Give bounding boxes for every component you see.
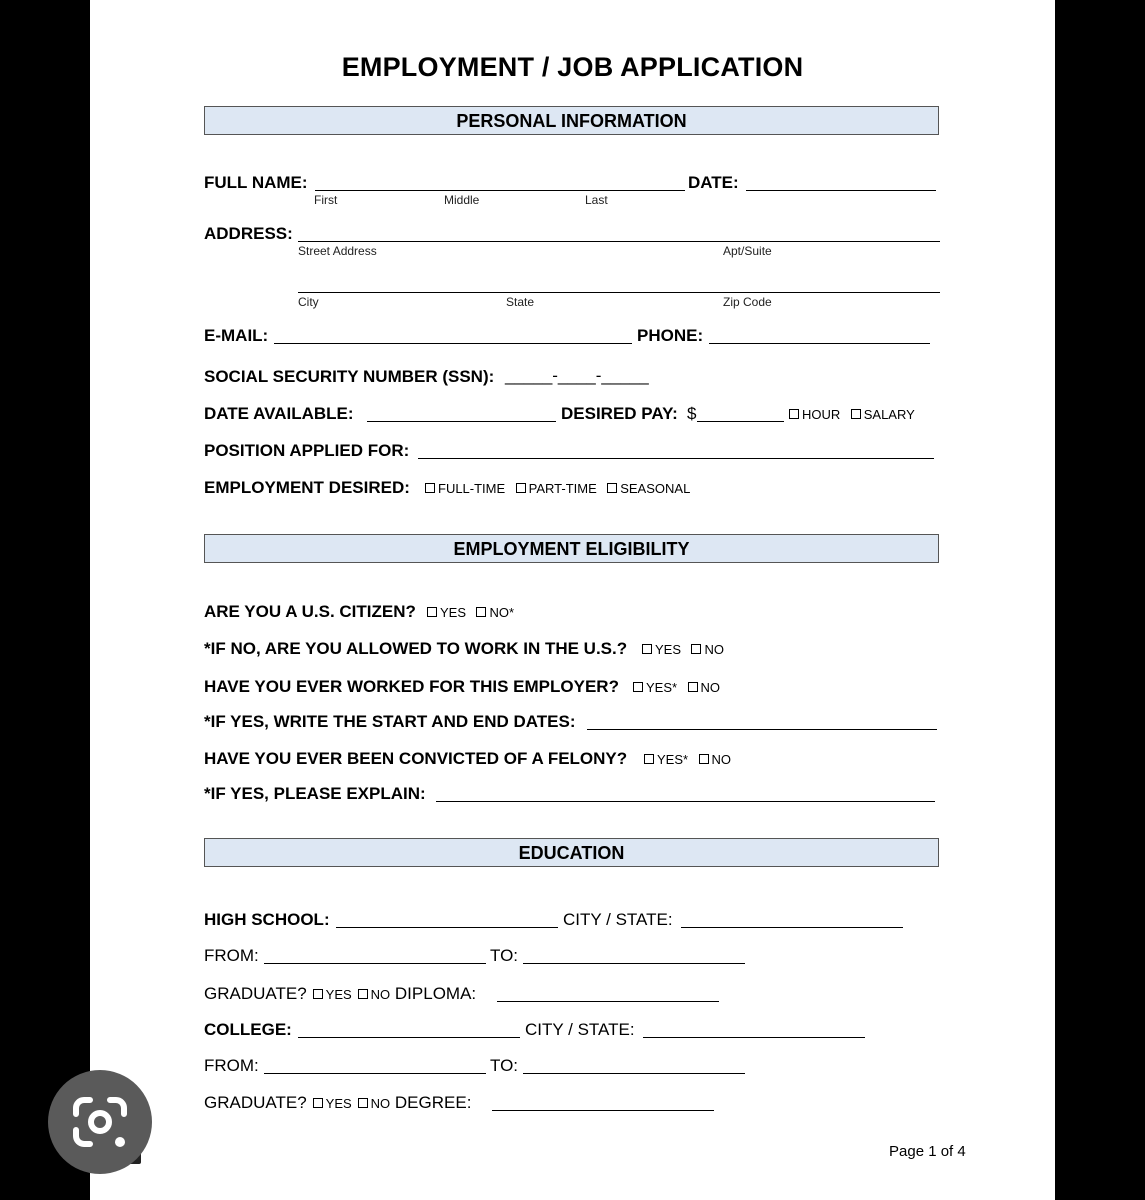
position-label: POSITION APPLIED FOR: <box>204 441 410 460</box>
full-time-label: FULL-TIME <box>438 481 506 496</box>
college-label: COLLEGE: <box>204 1020 292 1039</box>
hs-graduate-yes-checkbox[interactable] <box>313 989 323 999</box>
college-to-label: TO: <box>490 1056 519 1075</box>
full-time-checkbox[interactable] <box>425 483 435 493</box>
pay-dollar-sign: $ <box>687 404 697 423</box>
college-graduate-no-label: NO <box>370 1096 391 1111</box>
worked-before-yes-checkbox[interactable] <box>633 682 643 692</box>
worked-before-no-checkbox[interactable] <box>688 682 698 692</box>
middle-sublabel: Middle <box>444 193 480 207</box>
hour-option-label: HOUR <box>802 407 841 422</box>
explain-label: *IF YES, PLEASE EXPLAIN: <box>204 784 426 803</box>
lens-search-button[interactable] <box>48 1070 152 1174</box>
citizen-no-checkbox[interactable] <box>476 607 486 617</box>
hs-from-field[interactable] <box>264 963 486 964</box>
first-sublabel: First <box>314 193 338 207</box>
citizen-yes-label: YES <box>440 605 467 620</box>
start-end-dates-field[interactable] <box>587 729 937 730</box>
work-allowed-question: *IF NO, ARE YOU ALLOWED TO WORK IN THE U.S.? <box>204 639 628 658</box>
desired-pay-field[interactable] <box>697 421 784 422</box>
hs-from-label: FROM: <box>204 946 259 965</box>
worked-before-no-label: NO <box>700 680 721 695</box>
degree-label: DEGREE: <box>394 1093 472 1112</box>
hs-graduate-no-checkbox[interactable] <box>358 989 368 999</box>
college-to-field[interactable] <box>523 1073 745 1074</box>
diploma-field[interactable] <box>497 1001 719 1002</box>
seasonal-label: SEASONAL <box>620 481 691 496</box>
citizen-yes-checkbox[interactable] <box>427 607 437 617</box>
degree-field[interactable] <box>492 1110 714 1111</box>
diploma-label: DIPLOMA: <box>394 984 477 1003</box>
part-time-label: PART-TIME <box>528 481 597 496</box>
college-graduate-yes-checkbox[interactable] <box>313 1098 323 1108</box>
salary-checkbox[interactable] <box>851 409 861 419</box>
high-school-field[interactable] <box>336 927 558 928</box>
college-graduate-yes-label: YES <box>325 1096 352 1111</box>
work-allowed-no-label: NO <box>704 642 724 657</box>
apt-sublabel: Apt/Suite <box>723 244 772 258</box>
page-number: Page 1 of 4 <box>889 1143 966 1160</box>
city-sublabel: City <box>298 295 319 309</box>
email-field[interactable] <box>274 343 632 344</box>
state-sublabel: State <box>506 295 535 309</box>
hour-checkbox[interactable] <box>789 409 799 419</box>
start-end-dates-label: *IF YES, WRITE THE START AND END DATES: <box>204 712 576 731</box>
city-state-zip-field[interactable] <box>298 292 940 293</box>
hs-graduate-no-label: NO <box>370 987 391 1002</box>
date-available-field[interactable] <box>367 421 556 422</box>
email-label: E-MAIL: <box>204 326 269 345</box>
date-field[interactable] <box>746 190 936 191</box>
document-page <box>90 0 1055 1200</box>
employment-desired-label: EMPLOYMENT DESIRED: <box>204 478 410 497</box>
street-address-field[interactable] <box>298 241 940 242</box>
seasonal-checkbox[interactable] <box>607 483 617 493</box>
full-name-field[interactable] <box>315 190 685 191</box>
hs-city-state-field[interactable] <box>681 927 903 928</box>
ssn-field[interactable]: _____-____-_____ <box>505 366 649 385</box>
section-header-eligibility: EMPLOYMENT ELIGIBILITY <box>204 534 939 563</box>
section-header-personal: PERSONAL INFORMATION <box>204 106 939 135</box>
section-header-education: EDUCATION <box>204 838 939 867</box>
last-sublabel: Last <box>585 193 608 207</box>
college-city-state-field[interactable] <box>643 1037 865 1038</box>
citizen-question: ARE YOU A U.S. CITIZEN? <box>204 602 416 621</box>
work-allowed-yes-label: YES <box>655 642 682 657</box>
college-graduate-no-checkbox[interactable] <box>358 1098 368 1108</box>
felony-yes-checkbox[interactable] <box>644 754 654 764</box>
street-sublabel: Street Address <box>298 244 377 258</box>
college-field[interactable] <box>298 1037 520 1038</box>
hs-city-state-label: CITY / STATE: <box>563 910 673 929</box>
work-allowed-yes-checkbox[interactable] <box>642 644 652 654</box>
phone-label: PHONE: <box>637 326 704 345</box>
salary-option-label: SALARY <box>863 407 915 422</box>
zip-sublabel: Zip Code <box>723 295 772 309</box>
college-city-state-label: CITY / STATE: <box>525 1020 635 1039</box>
college-from-label: FROM: <box>204 1056 259 1075</box>
work-allowed-no-checkbox[interactable] <box>691 644 701 654</box>
hs-graduate-yes-label: YES <box>325 987 352 1002</box>
explain-field[interactable] <box>436 801 935 802</box>
full-name-label: FULL NAME: <box>204 173 308 192</box>
address-label: ADDRESS: <box>204 224 293 243</box>
felony-question: HAVE YOU EVER BEEN CONVICTED OF A FELONY? <box>204 749 628 768</box>
college-graduate-label: GRADUATE? <box>204 1093 307 1112</box>
hs-to-field[interactable] <box>523 963 745 964</box>
felony-yes-label: YES* <box>657 752 689 767</box>
part-time-checkbox[interactable] <box>516 483 526 493</box>
worked-before-yes-label: YES* <box>646 680 678 695</box>
desired-pay-label: DESIRED PAY: <box>561 404 678 423</box>
camera-search-icon <box>48 1070 152 1174</box>
date-available-label: DATE AVAILABLE: <box>204 404 354 423</box>
ssn-label: SOCIAL SECURITY NUMBER (SSN): <box>204 367 495 386</box>
college-from-field[interactable] <box>264 1073 486 1074</box>
hs-to-label: TO: <box>490 946 519 965</box>
felony-no-label: NO <box>711 752 732 767</box>
hs-graduate-label: GRADUATE? <box>204 984 307 1003</box>
worked-before-question: HAVE YOU EVER WORKED FOR THIS EMPLOYER? <box>204 677 619 696</box>
phone-field[interactable] <box>709 343 930 344</box>
citizen-no-label: NO* <box>489 605 515 620</box>
date-label: DATE: <box>688 173 739 192</box>
position-field[interactable] <box>418 458 934 459</box>
high-school-label: HIGH SCHOOL: <box>204 910 330 929</box>
document-title: EMPLOYMENT / JOB APPLICATION <box>341 52 804 82</box>
felony-no-checkbox[interactable] <box>699 754 709 764</box>
